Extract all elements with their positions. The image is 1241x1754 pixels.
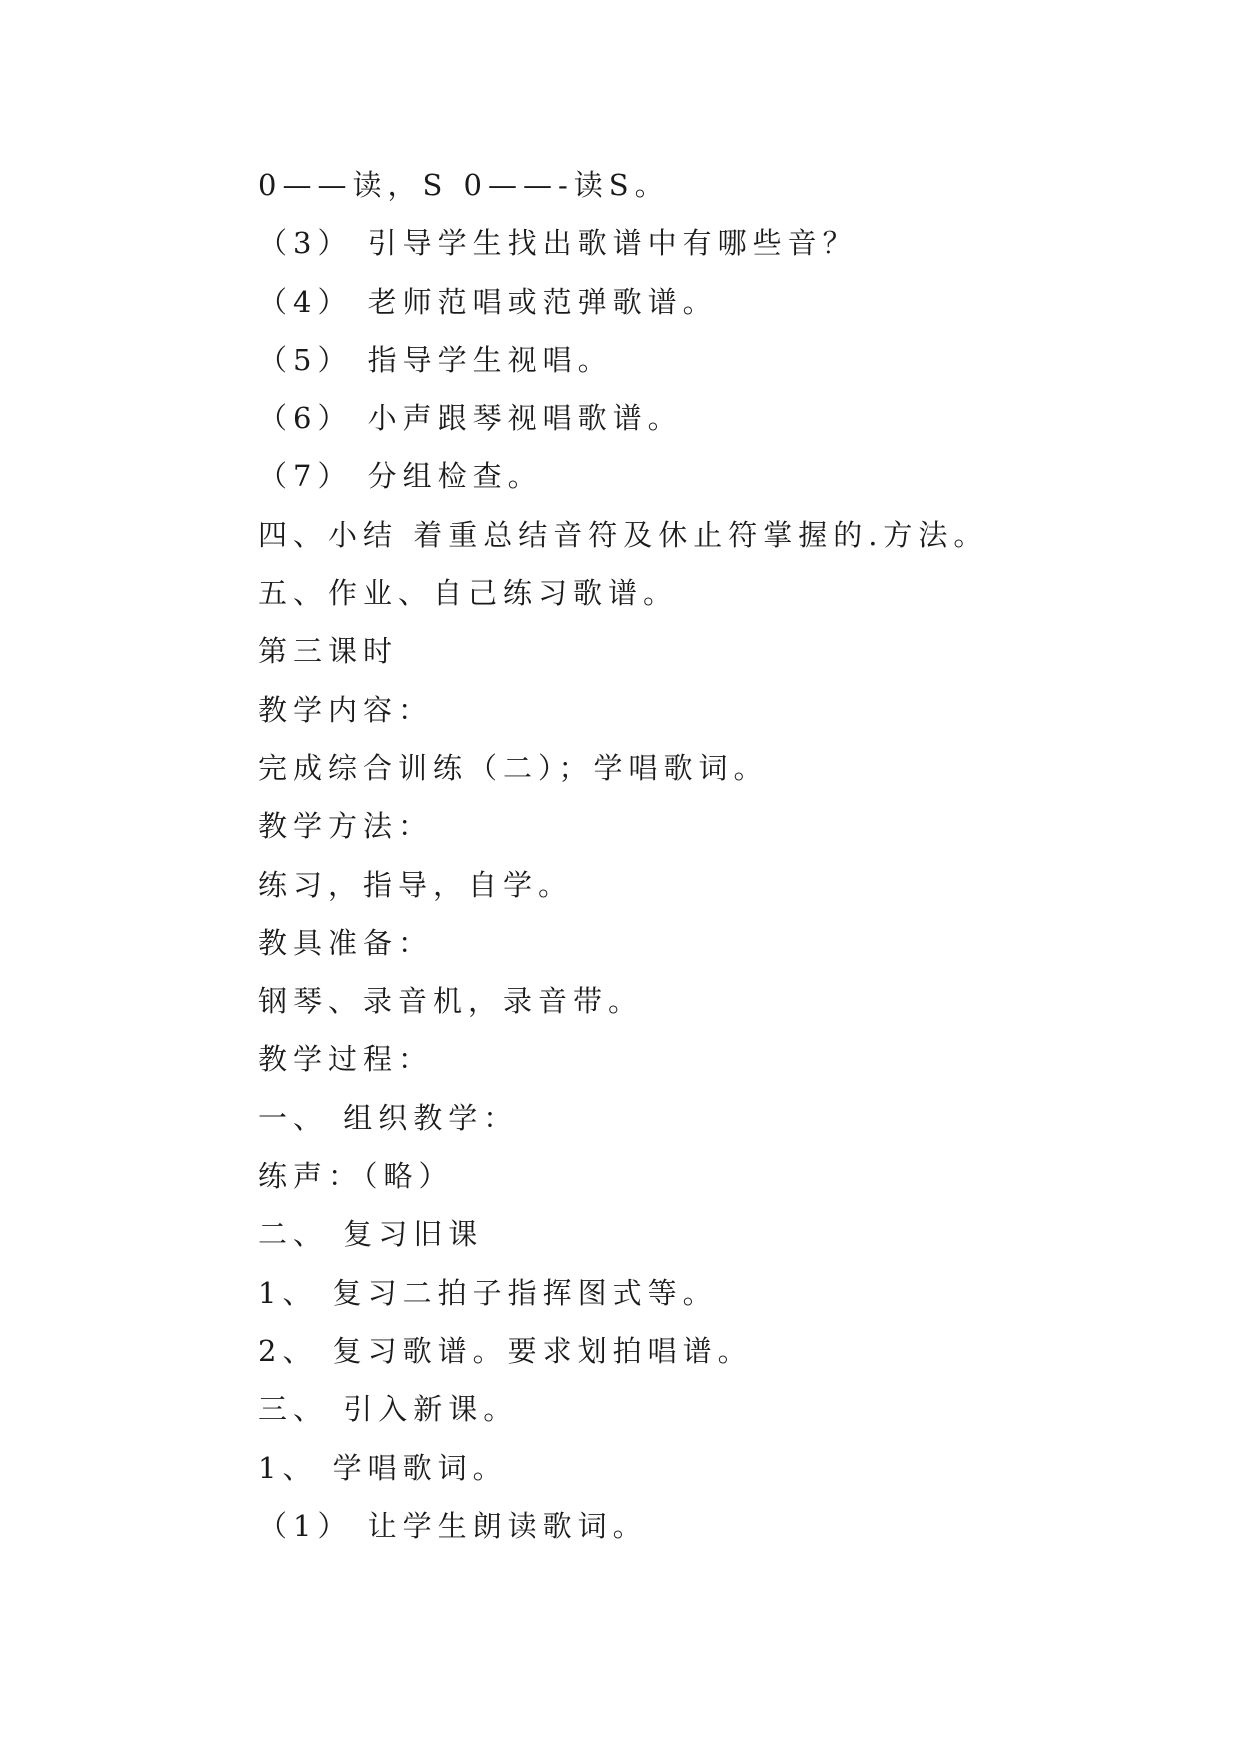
text-line-new-lesson: 三、 引入新课。 (258, 1392, 519, 1427)
text-line-step-5: （5） 指导学生视唱。 (258, 342, 613, 377)
text-line-review-2: 2、 复习歌谱。要求划拍唱谱。 (258, 1333, 753, 1368)
text-line-summary: 四、小结 着重总结音符及休止符掌握的.方法。 (258, 517, 989, 552)
text-line-learn-lyrics: 1、 学唱歌词。 (258, 1450, 508, 1485)
text-teaching-aids: 钢琴、录音机，录音带。 (258, 984, 644, 1019)
text-line-review: 二、 复习旧课 (258, 1217, 484, 1252)
text-line-step-4: （4） 老师范唱或范弹歌谱。 (258, 284, 718, 319)
text-teaching-content: 完成综合训练（二）；学唱歌词。 (258, 750, 769, 785)
text-teaching-method: 练习，指导，自学。 (258, 867, 574, 902)
heading-teaching-process: 教学过程： (258, 1042, 434, 1077)
text-line-read-lyrics: （1） 让学生朗读歌词。 (258, 1508, 648, 1543)
section-heading-lesson-3: 第三课时 (258, 634, 399, 669)
heading-teaching-method: 教学方法： (258, 809, 434, 844)
text-line-homework: 五、作业、自己练习歌谱。 (258, 576, 679, 611)
heading-teaching-content: 教学内容： (258, 692, 434, 727)
text-line-step-6: （6） 小声跟琴视唱歌谱。 (258, 401, 683, 436)
text-line-rest-notation: 0——读，S 0——-读S。 (258, 168, 670, 202)
text-line-review-1: 1、 复习二拍子指挥图式等。 (258, 1275, 718, 1310)
text-line-step-7: （7） 分组检查。 (258, 459, 543, 494)
text-line-step-3: （3） 引导学生找出歌谱中有哪些音？ (258, 226, 858, 261)
text-line-organize-class: 一、 组织教学： (258, 1100, 519, 1135)
heading-teaching-aids: 教具准备： (258, 925, 434, 960)
document-body (258, 165, 1178, 1564)
text-line-vocal-practice: 练声：（略） (258, 1159, 454, 1194)
